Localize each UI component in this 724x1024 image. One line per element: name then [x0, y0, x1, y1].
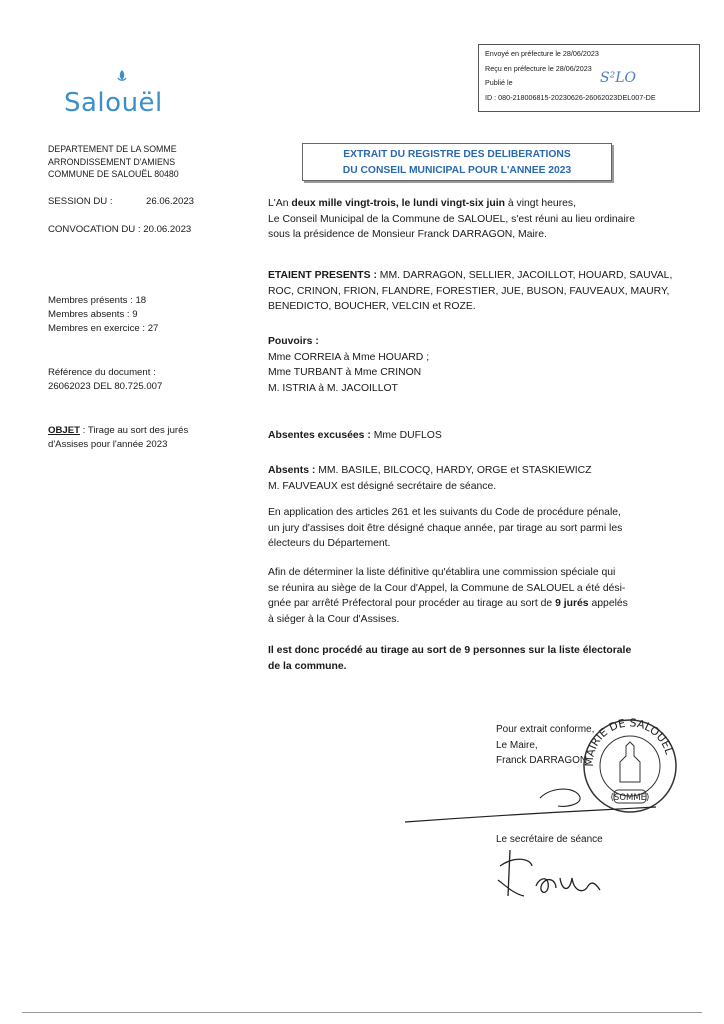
objet-block [48, 424, 188, 452]
document-title [302, 143, 612, 181]
pouvoir-item: M. ISTRIA à M. JACOILLOT [268, 382, 398, 394]
jures-count: 9 jurés [555, 598, 589, 609]
handwritten-slo: S²LO [600, 70, 636, 86]
pouvoirs-label: Pouvoirs : [268, 336, 319, 347]
paragraph-line: se réunira au siège de la Cour d'Appel, la Commune de SALOUEL a été dési- [268, 582, 626, 594]
conclusion-paragraph [268, 643, 688, 674]
published-date: Publié le [485, 78, 513, 87]
presents-label: ETAIENT PRESENTS : [268, 270, 377, 281]
absents-label: Absents : [268, 465, 316, 476]
paragraph-line: appelés [588, 598, 628, 609]
footer-divider [22, 1012, 702, 1013]
secretary-label: Le secrétaire de séance [496, 834, 603, 845]
session-value: 26.06.2023 [146, 196, 195, 207]
paragraph-line: un jury d'assises doit être désigné chaque année, par tirage au sort parmi les [268, 522, 623, 534]
intro-text: L'An [268, 198, 292, 209]
paragraph-line: Afin de déterminer la liste définitive qu'établira une commission spéciale qui [268, 567, 616, 578]
pouvoirs-block [268, 334, 688, 396]
conclusion-line: de la commune. [268, 660, 347, 672]
convocation-label: CONVOCATION DU : [48, 224, 141, 235]
intro-paragraph [268, 196, 688, 243]
signature-line: Le Maire, [496, 739, 538, 751]
received-date: Reçu en préfecture le 28/06/2023 [485, 63, 592, 73]
department-header [48, 143, 179, 181]
presents-text: BENEDICTO, BOUCHER, VELCIN et ROZE. [268, 301, 476, 312]
excusees-value: Mme DUFLOS [370, 430, 442, 441]
convocation-row [48, 224, 191, 237]
title-line: EXTRAIT DU REGISTRE DES DELIBERATIONS [343, 149, 571, 160]
pouvoir-item: Mme CORREIA à Mme HOUARD ; [268, 351, 430, 363]
presents-text: MM. DARRAGON, SELLIER, JACOILLOT, HOUARD, SAUVAL, [376, 270, 673, 281]
excusees-label: Absentes excusées : [268, 430, 371, 441]
session-row [48, 196, 195, 209]
header-line: DEPARTEMENT DE LA SOMME [48, 144, 177, 154]
reference-block [48, 366, 162, 394]
paragraph-commission [268, 565, 688, 627]
intro-text: sous la présidence de Monsieur Franck DARRAGON, Maire. [268, 229, 547, 240]
intro-date: deux mille vingt-trois, le lundi vingt-six juin [291, 198, 505, 209]
paragraph-application [268, 505, 688, 552]
presents-text: ROC, CRINON, FRION, FLANDRE, FORESTIER, JUE, BUSON, FAUVEAUX, MAURY, [268, 285, 670, 297]
mayor-name: Franck DARRAGON [496, 755, 588, 766]
paragraph-line: électeurs du Département. [268, 538, 391, 549]
reference-value: 26062023 DEL 80.725.007 [48, 381, 163, 392]
title-line: DU CONSEIL MUNICIPAL POUR L'ANNEE 2023 [342, 165, 572, 176]
prefecture-stamp [478, 44, 700, 112]
mayor-signature [400, 780, 660, 830]
members-absent: Membres absents : 9 [48, 309, 138, 320]
paragraph-line: à siéger à la Cour d'Assises. [268, 613, 400, 625]
absents-value: MM. BASILE, BILCOCQ, HARDY, ORGE et STASKIEWICZ [315, 465, 592, 476]
objet-text: : Tirage au sort des jurés [80, 425, 189, 436]
intro-text: Le Conseil Municipal de la Commune de SALOUEL, s'est réuni au lieu ordinaire [268, 213, 636, 225]
members-exercise: Membres en exercice : 27 [48, 323, 159, 334]
secretary-designation: M. FAUVEAUX est désigné secrétaire de séance. [268, 480, 497, 492]
sent-date: Envoyé en préfecture le 28/06/2023 [485, 49, 599, 58]
logo-icon [114, 68, 130, 84]
convocation-value: 20.06.2023 [143, 224, 192, 235]
seal-top-text: MAIRIE DE SALOUEL [582, 716, 676, 767]
members-present: Membres présents : 18 [48, 295, 147, 306]
absents-block [268, 463, 688, 494]
members-block [48, 294, 158, 336]
svg-text:(SOMME): (SOMME) [610, 793, 650, 803]
reference-label: Référence du document : [48, 367, 156, 378]
conclusion-line: Il est donc procédé au tirage au sort de 9 personnes sur la liste électorale [268, 645, 632, 656]
secretary-signature [496, 846, 606, 906]
excusees-row [268, 428, 688, 444]
intro-text: à vingt heures, [504, 198, 577, 209]
header-line: COMMUNE DE SALOUËL 80480 [48, 169, 179, 179]
objet-text: d'Assises pour l'année 2023 [48, 439, 168, 450]
session-label: SESSION DU : [48, 196, 113, 207]
act-id: ID : 080-218006815-20230626-26062023DEL007-DE [485, 92, 656, 102]
logo-text: Salouël [64, 88, 163, 118]
signature-line: Pour extrait conforme, [496, 724, 595, 735]
paragraph-line: En application des articles 261 et les suivants du Code de procédure pénale, [268, 507, 621, 518]
pouvoir-item: Mme TURBANT à Mme CRINON [268, 367, 422, 378]
header-line: ARRONDISSEMENT D'AMIENS [48, 156, 176, 167]
paragraph-line: gnée par arrêté Préfectoral pour procéder au tirage au sort de [268, 598, 556, 609]
presents-paragraph [268, 268, 688, 315]
objet-label: OBJET [48, 425, 80, 436]
